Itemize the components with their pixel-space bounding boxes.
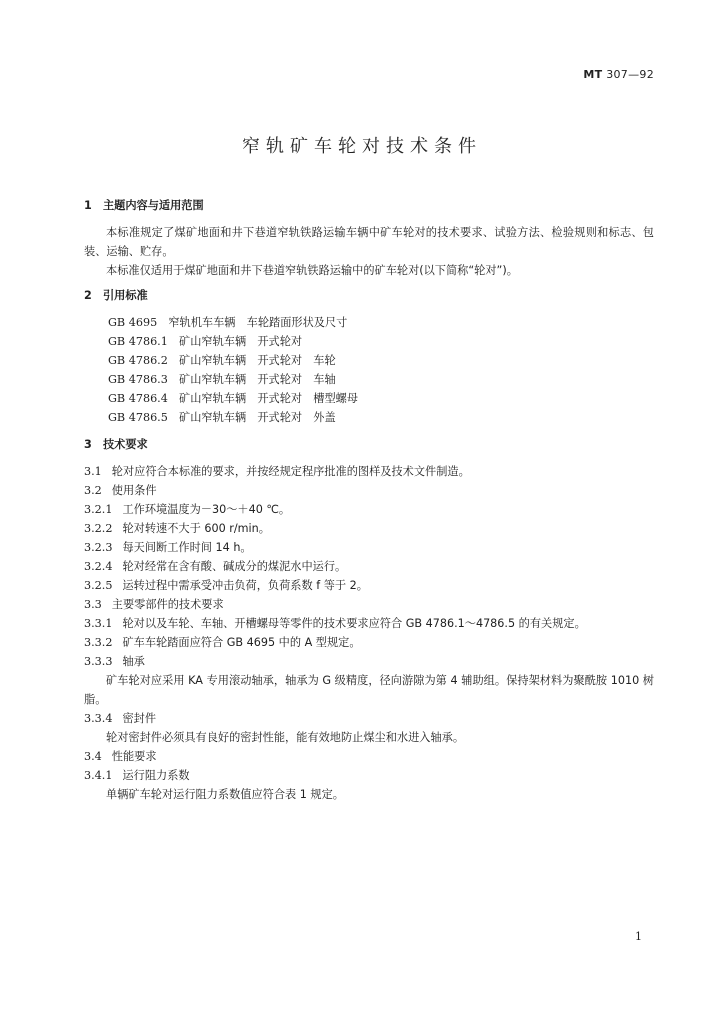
clause-text: 轮对应符合本标准的要求，并按经规定程序批准的图样及技术文件制造。	[111, 465, 470, 478]
clause	[84, 709, 654, 728]
paragraph: 单辆矿车轮对运行阻力系数值应符合表 1 规定。	[106, 788, 344, 801]
clause-text: 性能要求	[111, 750, 157, 763]
document-body	[84, 190, 654, 804]
clause-number: 3.4	[84, 750, 102, 763]
reference-item: GB 4695 窄轨机车车辆 车轮踏面形状及尺寸	[108, 316, 348, 329]
clause-text: 运行阻力系数	[122, 769, 190, 782]
reference-item: GB 4786.2 矿山窄轨车辆 开式轮对 车轮	[108, 354, 336, 367]
paragraph: 本标准规定了煤矿地面和井下巷道窄轨铁路运输车辆中矿车轮对的技术要求、试验方法、检验规则和标志、包装、运输、贮存。	[84, 226, 654, 258]
standard-number	[583, 68, 654, 81]
clause-text: 轮对转速不大于 600 r/min。	[122, 522, 270, 535]
clause-number: 3.2.1	[84, 503, 113, 516]
reference-item: GB 4786.5 矿山窄轨车辆 开式轮对 外盖	[108, 411, 336, 424]
clause-text: 工作环境温度为－30～＋40 ℃。	[122, 503, 291, 516]
clause	[84, 538, 654, 557]
standard-code: MT	[583, 68, 603, 81]
clause	[84, 462, 654, 481]
clause-number: 3.2.2	[84, 522, 113, 535]
clause	[84, 766, 654, 785]
clause-text: 运转过程中需承受冲击负荷，负荷系数 f 等于 2。	[122, 579, 368, 592]
clause-number: 3.3.3	[84, 655, 113, 668]
clause-number: 3.3.2	[84, 636, 113, 649]
clause-text: 矿车车轮踏面应符合 GB 4695 中的 A 型规定。	[122, 636, 361, 649]
standard-year: 307—92	[606, 68, 654, 81]
section-heading: 1 主题内容与适用范围	[84, 199, 204, 212]
clause	[84, 747, 654, 766]
document-title: 窄轨矿车轮对技术条件	[242, 136, 482, 157]
clause-text: 轴承	[122, 655, 145, 668]
clause	[84, 633, 654, 652]
clause-number: 3.2	[84, 484, 102, 497]
reference-item: GB 4786.4 矿山窄轨车辆 开式轮对 槽型螺母	[108, 392, 359, 405]
clause-number: 3.4.1	[84, 769, 113, 782]
section-2	[84, 286, 654, 427]
clause	[84, 557, 654, 576]
section-heading: 2 引用标准	[84, 289, 148, 302]
clause-number: 3.3.4	[84, 712, 113, 725]
clause-text: 使用条件	[111, 484, 157, 497]
paragraph: 本标准仅适用于煤矿地面和井下巷道窄轨铁路运输中的矿车轮对(以下简称“轮对”)。	[106, 264, 518, 277]
clause-text: 轮对以及车轮、车轴、开槽螺母等零件的技术要求应符合 GB 4786.1～4786.5 的有关规定。	[122, 617, 586, 630]
clause-text: 每天间断工作时间 14 h。	[122, 541, 252, 554]
reference-item: GB 4786.1 矿山窄轨车辆 开式轮对	[108, 335, 303, 348]
clause-number: 3.3	[84, 598, 102, 611]
clause	[84, 652, 654, 671]
clause-text: 主要零部件的技术要求	[111, 598, 224, 611]
clause-text: 轮对经常在含有酸、碱成分的煤泥水中运行。	[122, 560, 347, 573]
section-1	[84, 196, 654, 280]
clause-number: 3.2.5	[84, 579, 113, 592]
paragraph: 矿车轮对应采用 KA 专用滚动轴承，轴承为 G 级精度，径向游隙为第 4 辅助组。保持架材料为聚酰胺 1010 树脂。	[84, 674, 654, 706]
clause	[84, 500, 654, 519]
reference-item: GB 4786.3 矿山窄轨车辆 开式轮对 车轴	[108, 373, 336, 386]
clause-text: 密封件	[122, 712, 157, 725]
clause	[84, 519, 654, 538]
page-number: 1	[635, 930, 642, 943]
clause	[84, 614, 654, 633]
clause-number: 3.2.4	[84, 560, 113, 573]
clause	[84, 576, 654, 595]
clause-number: 3.2.3	[84, 541, 113, 554]
clause-number: 3.1	[84, 465, 102, 478]
clause	[84, 595, 654, 614]
section-heading: 3 技术要求	[84, 438, 148, 451]
reference-list	[108, 313, 654, 427]
paragraph: 轮对密封件必须具有良好的密封性能，能有效地防止煤尘和水进入轴承。	[106, 731, 465, 744]
clause-number: 3.3.1	[84, 617, 113, 630]
section-3	[84, 435, 654, 804]
clause	[84, 481, 654, 500]
